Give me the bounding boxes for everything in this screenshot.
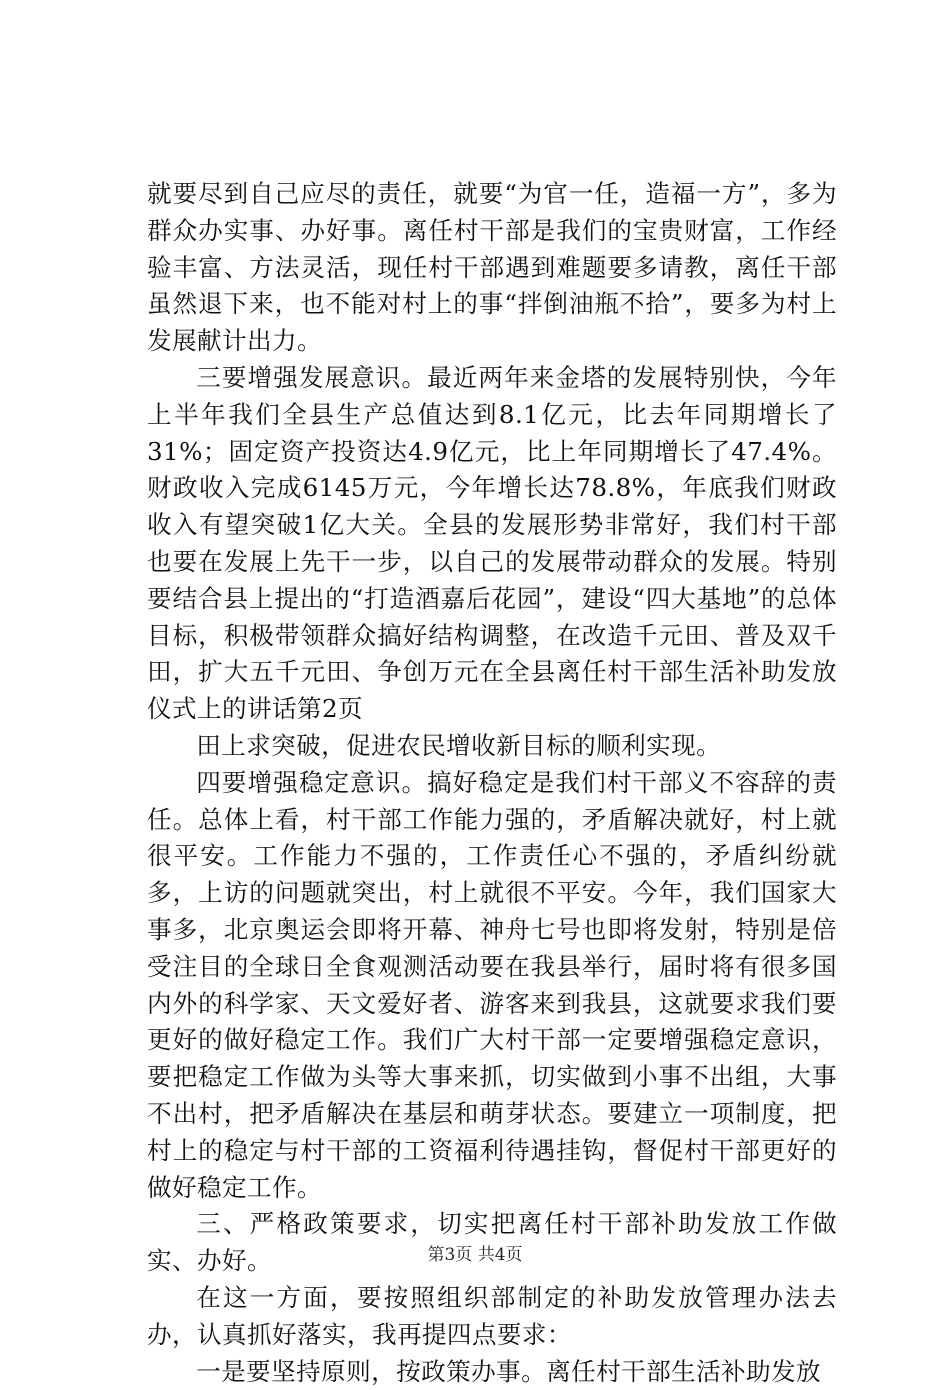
paragraph-1: 就要尽到自己应尽的责任，就要“为官一任，造福一方”，多为群众办实事、办好事。离任村干部是我们的宝贵财富，工作经验丰富、方法灵活，现任村干部遇到难题要多请教，离任干部虽然退下来，也不能对村上的事“拌倒油瓶不拾”，要多为村上发展献计出力。 <box>147 176 837 360</box>
paragraph-7: 一是要坚持原则，按政策办事。离任村干部生活补助发放 <box>147 1354 837 1390</box>
paragraph-2: 三要增强发展意识。最近两年来金塔的发展特别快，今年上半年我们全县生产总值达到8.1亿元，比去年同期增长了31%；固定资产投资达4.9亿元，比上年同期增长了47.4%。财政收入完成6145万元，今年增长达78.8%，年底我们财政收入有望突破1亿大关。全县的发展形势非常好，我们村干部也要在发展上先干一步，以自己的发展带动群众的发展。特别要结合县上提出的“打造酒嘉后花园”，建设“四大基地”的总体目标，积极带领群众搞好结构调整，在改造千元田、普及双千田，扩大五千元田、争创万元在全县离任村干部生活补助发放仪式上的讲话第2页 <box>147 360 837 728</box>
paragraph-6: 在这一方面，要按照组织部制定的补助发放管理办法去办，认真抓好落实，我再提四点要求： <box>147 1280 837 1354</box>
page-number-footer: 第3页 共4页 <box>0 1240 950 1265</box>
paragraph-5: 三、严格政策要求，切实把离任村干部补助发放工作做实、办好。 <box>147 1206 837 1280</box>
paragraph-4: 四要增强稳定意识。搞好稳定是我们村干部义不容辞的责任。总体上看，村干部工作能力强的，矛盾解决就好，村上就很平安。工作能力不强的，工作责任心不强的，矛盾纠纷就多，上访的问题就突出，村上就很不平安。今年，我们国家大事多，北京奥运会即将开幕、神舟七号也即将发射，特别是倍受注目的全球日全食观测活动要在我县举行，届时将有很多国内外的科学家、天文爱好者、游客来到我县，这就要求我们要更好的做好稳定工作。我们广大村干部一定要增强稳定意识，要把稳定工作做为头等大事来抓，切实做到小事不出组，大事不出村，把矛盾解决在基层和萌芽状态。要建立一项制度，把村上的稳定与村干部的工资福利待遇挂钩，督促村干部更好的做好稳定工作。 <box>147 765 837 1207</box>
document-body <box>147 176 837 1390</box>
paragraph-3: 田上求突破，促进农民增收新目标的顺利实现。 <box>147 728 837 765</box>
